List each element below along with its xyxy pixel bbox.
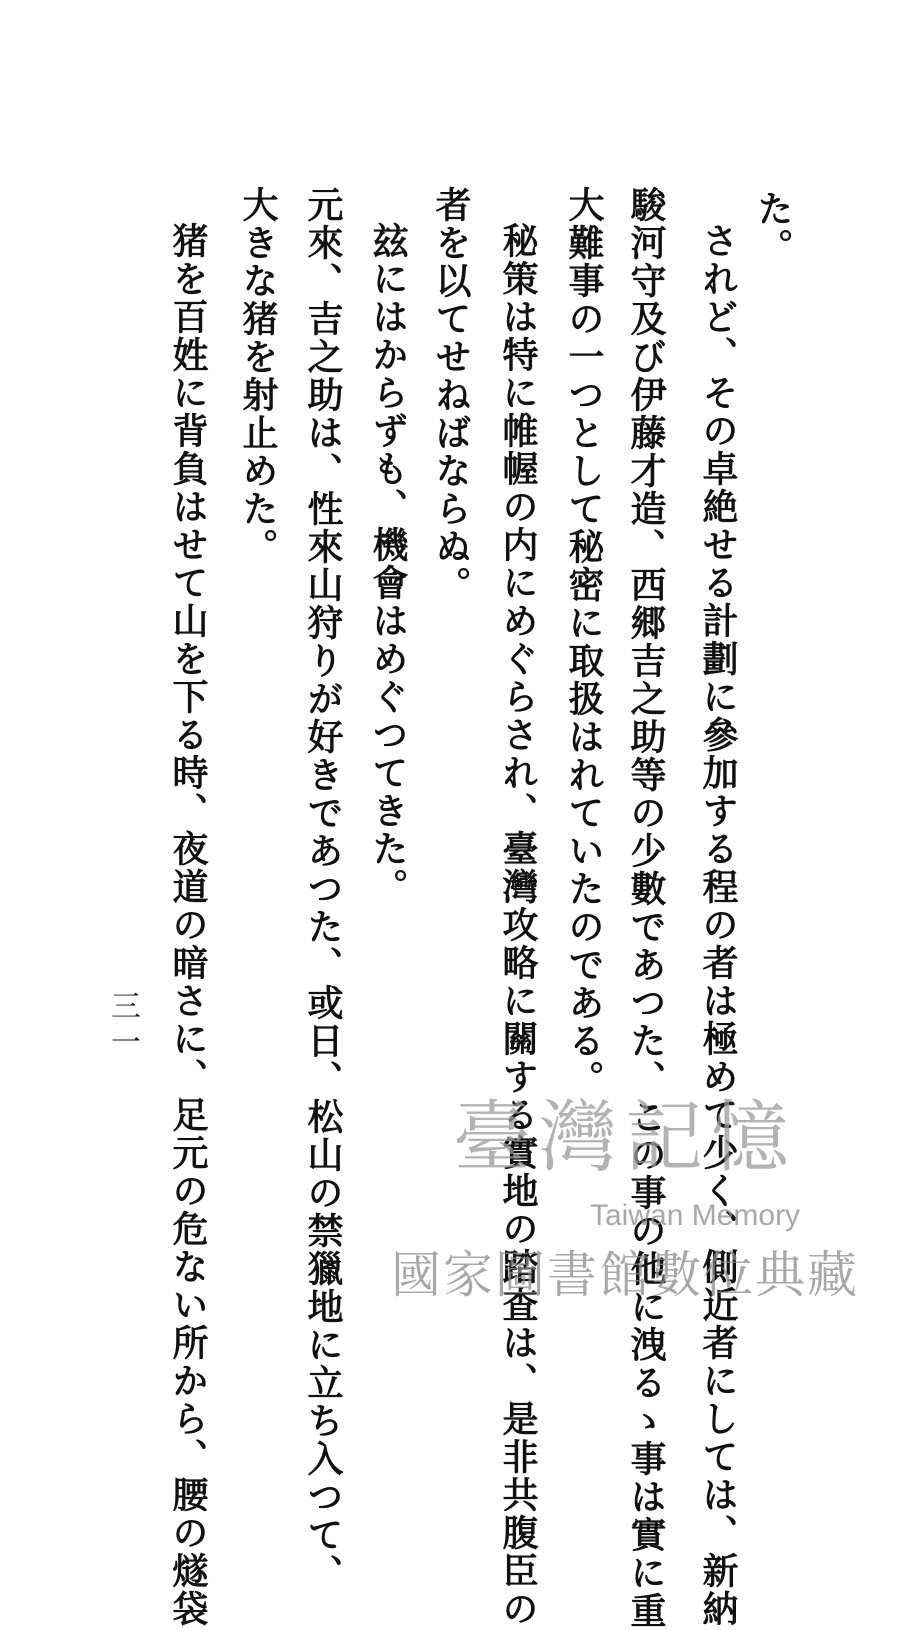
text-column-7: 玆にはからずも、機會はめぐつてきた。 (367, 222, 409, 906)
text-column-6: 者を以てせねばならぬ。 (430, 186, 472, 604)
watermark-subtitle: 國家圖書館數位典藏 (391, 1246, 859, 1304)
text-column-3: 駿河守及び伊藤才造、西郷吉之助等の少數であつた、この事の他に洩るゝ事は實に重 (625, 186, 667, 1630)
text-column-4: 大難事の一つとして秘密に取扱はれていたのである。 (563, 186, 605, 1098)
text-column-9: 大きな猪を射止めた。 (237, 186, 279, 566)
watermark-english: Taiwan Memory (590, 1199, 801, 1232)
text-column-2: されど、その卓絶せる計劃に參加する程の者は極めて少く、側近者にしては、新納 (697, 222, 739, 1628)
watermark-title: 臺灣記憶 (452, 1093, 797, 1183)
text-column-8: 元來、吉之助は、性來山狩りが好きであつた、或日、松山の禁獵地に立ち入つて、 (302, 186, 344, 1592)
text-column-10: 猪を百姓に背負はせて山を下る時、夜道の暗さに、足元の危ない所から、腰の燧袋 (167, 222, 209, 1628)
page-number: 三一 (105, 990, 140, 1062)
text-column-5: 秘策は特に帷幄の内にめぐらされ、臺灣攻略に關する實地の踏査は、是非共腹臣の (497, 222, 539, 1628)
text-column-1: た。 (752, 190, 794, 266)
watermark (390, 1075, 860, 1315)
